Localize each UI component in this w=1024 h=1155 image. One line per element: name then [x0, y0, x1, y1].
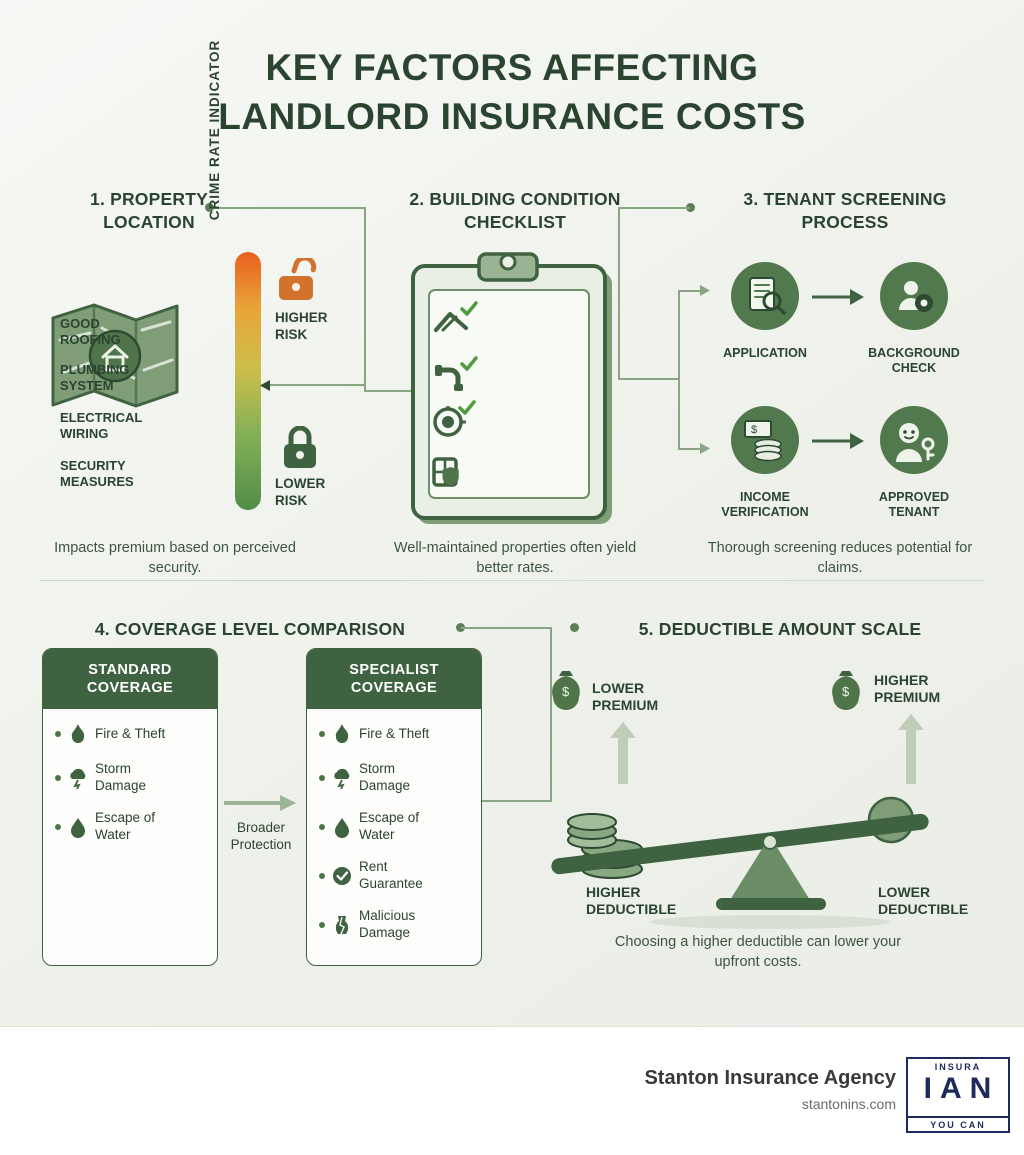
bullet-icon [319, 731, 325, 737]
list-item-label [359, 761, 410, 794]
higher-deductible-line2: DEDUCTIBLE [586, 901, 677, 918]
list-item-label: Fire & Theft [359, 726, 430, 742]
lower-risk-line2: RISK [275, 492, 308, 508]
list-item-label [95, 810, 155, 843]
checklist-security-line1: SECURITY [60, 458, 126, 473]
approved-tenant-label [854, 490, 974, 521]
lock-icon [281, 426, 319, 470]
lower-premium-line2: PREMIUM [592, 697, 659, 714]
flame-icon [332, 723, 352, 745]
list-item [55, 810, 207, 843]
application-label: APPLICATION [723, 346, 807, 360]
bullet-icon [319, 824, 325, 830]
checklist-item-roofing [60, 316, 170, 348]
check-circle-icon [332, 865, 352, 887]
water-line2: Water [95, 826, 131, 842]
caption-deductible: Choosing a higher deductible can lower your upfront costs. [614, 934, 902, 970]
checklist-item-electrical [60, 410, 170, 442]
money-bag-icon-higher [828, 668, 864, 710]
bullet-icon [319, 775, 325, 781]
specialist-coverage-list [307, 709, 481, 966]
specialist-coverage-card[interactable] [306, 648, 482, 966]
connector-center-to-clipboard [364, 390, 414, 392]
section-heading-location-line1: 1. PROPERTY [90, 189, 208, 209]
section-heading-location [34, 188, 264, 234]
spec-water-line2: Water [359, 826, 395, 842]
spec-water-line1: Escape of [359, 810, 420, 826]
list-item [319, 723, 471, 745]
specialist-title-line1: SPECIALIST [349, 662, 439, 678]
logo-bottom-text: YOU CAN [908, 1116, 1008, 1130]
storm-line2: Damage [95, 777, 147, 793]
background-check-line1: BACKGROUND [868, 346, 960, 360]
bullet-icon [319, 922, 325, 928]
standard-coverage-title [43, 649, 217, 709]
list-item [319, 908, 471, 941]
arrow-head-tenant-top [700, 283, 716, 299]
approved-tenant-line2: TENANT [888, 505, 940, 520]
spec-malicious-line1: Malicious [359, 908, 416, 924]
caption-building: Well-maintained properties often yield better rates. [393, 540, 637, 576]
approved-tenant-line1: APPROVED [878, 490, 950, 504]
arrow-head-gradient [256, 378, 272, 394]
list-item-label [359, 908, 415, 941]
page-title [0, 44, 1024, 142]
spec-rent-line1: Rent [359, 859, 388, 875]
list-item [319, 859, 471, 892]
page-title-line2: LANDLORD INSURANCE COSTS [218, 95, 806, 137]
list-item-label [359, 810, 419, 843]
broader-line2: Protection [230, 836, 292, 852]
svg-text:$: $ [842, 684, 850, 699]
storm-line1: Storm [95, 761, 132, 777]
logo-mid-text: I A N [923, 1072, 993, 1105]
section-heading-tenant [700, 188, 990, 234]
bullet-icon [319, 873, 325, 879]
checklist-plumbing-line2: SYSTEM [60, 377, 114, 393]
check-icon-electrical [457, 399, 477, 417]
standard-coverage-list [43, 709, 217, 869]
broader-protection-label [218, 820, 304, 854]
person-key-icon [890, 418, 938, 464]
footer-band [0, 1026, 1024, 1155]
caption-location: Impacts premium based on perceived security. [54, 540, 296, 576]
checklist-plumbing-line1: PLUMBING [60, 362, 130, 377]
document-magnifier-icon [745, 275, 787, 317]
connector-dot-deductible [570, 623, 579, 632]
broader-line1: Broader [236, 820, 286, 835]
broken-vase-icon [332, 914, 352, 936]
connector-center-vertical [364, 207, 366, 392]
spec-malicious-line2: Damage [359, 924, 411, 940]
section-heading-building-line2: CHECKLIST [464, 211, 566, 232]
arrow-income-to-approved [812, 430, 868, 452]
water-drop-icon [332, 816, 352, 838]
page-title-line1: KEY FACTORS AFFECTING [265, 47, 759, 88]
arrow-application-to-background [812, 286, 868, 308]
background-check-label [854, 346, 974, 377]
higher-risk-line1: HIGHER [275, 310, 328, 325]
connector-tenant-horizontal [618, 378, 680, 380]
water-line1: Escape of [95, 810, 156, 826]
spec-storm-line1: Storm [359, 761, 396, 777]
income-verification-line2: VERIFICATION [721, 505, 809, 520]
section-heading-building-line1: 2. BUILDING CONDITION [409, 189, 621, 209]
standard-title-line2: COVERAGE [86, 680, 174, 697]
spec-rent-line2: Guarantee [359, 875, 423, 891]
background-check-line2: CHECK [891, 361, 937, 376]
lower-premium-label [592, 680, 658, 714]
check-icon-plumbing [459, 355, 479, 373]
higher-risk-label [275, 310, 328, 344]
section-heading-location-line2: LOCATION [103, 211, 195, 232]
fulcrum-base [716, 898, 826, 910]
list-item-label [359, 859, 423, 892]
standard-title-line1: STANDARD [88, 662, 172, 678]
footer-company-name: Stanton Insurance Agency [644, 1067, 896, 1089]
spec-storm-line2: Damage [359, 777, 411, 793]
checklist-roofing-line1: GOOD [60, 316, 100, 331]
company-logo [906, 1057, 1010, 1133]
list-item-label [95, 761, 146, 794]
row-divider [40, 580, 984, 581]
higher-deductible-label [586, 884, 676, 918]
crime-rate-indicator-label: CRIME RATE INDICATOR [207, 39, 222, 221]
higher-premium-label [874, 672, 940, 706]
lower-deductible-line2: DEDUCTIBLE [878, 901, 969, 918]
lower-premium-line1: LOWER [592, 680, 645, 696]
lower-deductible-label [878, 884, 968, 918]
section-heading-building [360, 188, 670, 234]
checklist-item-plumbing [60, 362, 170, 394]
list-item [55, 761, 207, 794]
flame-icon [68, 723, 88, 745]
arrow-broader-protection [222, 793, 300, 813]
list-item [319, 810, 471, 843]
money-check-icon [742, 418, 788, 462]
footer-website: stantonins.com [801, 1096, 896, 1112]
storm-cloud-icon [68, 767, 88, 789]
checklist-item-security [60, 458, 170, 490]
checklist-electrical-line1: ELECTRICAL [60, 410, 143, 425]
checklist-roofing-line2: ROOFING [60, 331, 121, 347]
water-drop-icon [68, 816, 88, 838]
caption-tenant: Thorough screening reduces potential for claims. [707, 540, 973, 576]
section-heading-tenant-line2: PROCESS [801, 211, 889, 232]
section-heading-tenant-line1: 3. TENANT SCREENING [743, 189, 947, 209]
higher-deductible-line1: HIGHER [586, 884, 641, 900]
money-bag-icon-lower [548, 668, 584, 710]
bullet-icon [55, 731, 61, 737]
section-heading-deductible: 5. DEDUCTIBLE AMOUNT SCALE [638, 619, 922, 639]
income-verification-line1: INCOME [740, 490, 790, 504]
lower-deductible-line1: LOWER [878, 884, 931, 900]
list-item [55, 723, 207, 745]
lower-risk-label [275, 476, 325, 510]
window-shield-icon [432, 456, 468, 490]
checklist-electrical-line2: WIRING [60, 425, 109, 441]
svg-text:$: $ [751, 424, 758, 436]
specialist-title-line2: COVERAGE [350, 680, 438, 697]
unlock-icon [275, 258, 317, 302]
higher-premium-line2: PREMIUM [874, 689, 941, 706]
specialist-coverage-title [307, 649, 481, 709]
connector-tenant-branch-vertical [678, 290, 680, 450]
income-verification-label [705, 490, 825, 521]
list-item-label: Fire & Theft [95, 726, 166, 742]
list-item [319, 761, 471, 794]
higher-premium-line1: HIGHER [874, 672, 929, 688]
storm-cloud-icon [332, 767, 352, 789]
checklist-security-line2: MEASURES [60, 473, 134, 489]
connector-coverage-to-deductible [461, 627, 551, 629]
higher-risk-line2: RISK [275, 326, 308, 342]
connector-to-gradient-bar [268, 384, 366, 386]
person-gear-icon [894, 276, 936, 318]
standard-coverage-card[interactable] [42, 648, 218, 966]
bullet-icon [55, 824, 61, 830]
logo-top-text: INSURA [934, 1062, 982, 1072]
svg-text:$: $ [562, 684, 570, 699]
bullet-icon [55, 775, 61, 781]
section-heading-coverage: 4. COVERAGE LEVEL COMPARISON [94, 619, 406, 639]
arrow-head-tenant-bottom [700, 441, 716, 457]
lower-risk-line1: LOWER [275, 476, 326, 491]
check-icon-roofing [459, 300, 479, 318]
